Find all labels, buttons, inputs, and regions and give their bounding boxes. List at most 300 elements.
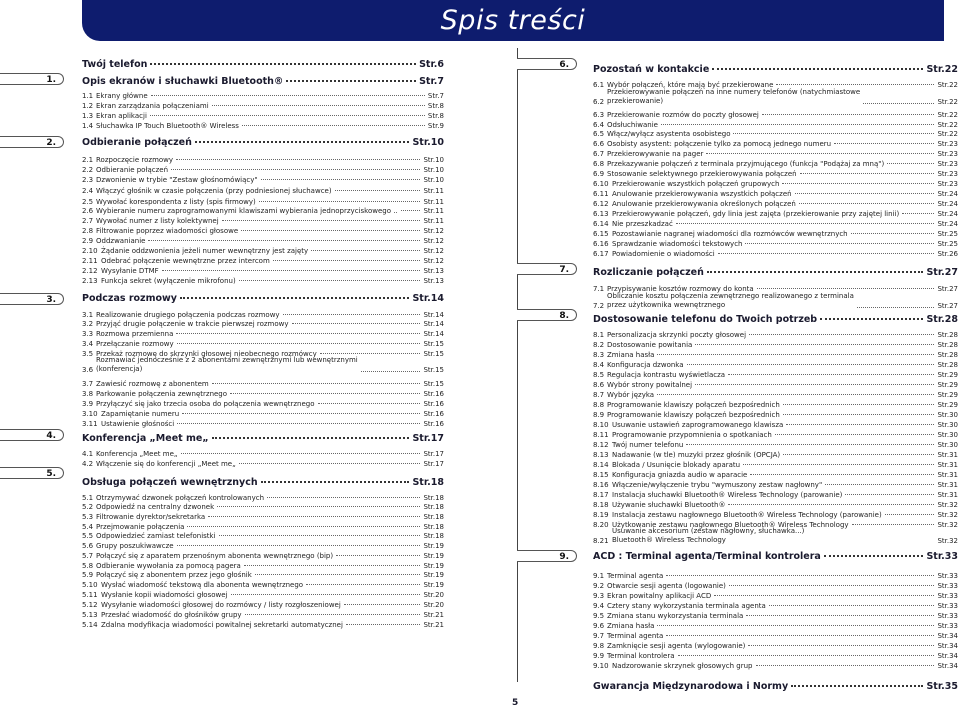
section-title: Twój telefon (82, 59, 148, 70)
entry-title: Wysyłanie wiadomości głosowej do rozmówcy / listy rozgłoszeniowej (101, 601, 341, 609)
entry-title: Nadawanie (w tle) muzyki przez głośnik (OPCJA) (612, 451, 781, 459)
entry-number: 5.4 (82, 523, 94, 531)
entry-title: Blokada / Usunięcie blokady aparatu (612, 461, 741, 469)
dot-leader (320, 344, 421, 354)
entry-page-ref: Str.34 (937, 632, 958, 640)
entry-page-ref: Str.33 (937, 612, 958, 620)
entry-page-ref: Str.18 (423, 523, 444, 531)
entry-title: Przyjąć drugie połączenie w trakcie pierwszej rozmowy (96, 320, 289, 328)
entry-number: 8.10 (593, 421, 609, 429)
entry-title: Wybór połączeń, które mają być przekierowane (607, 81, 774, 89)
entry-title: Nie przeszkadzać (612, 220, 673, 228)
entry-title: Ekran zarządzania połączeniami (96, 102, 209, 110)
entry-number: 9.7 (593, 632, 605, 640)
entry-page-ref: Str.30 (937, 421, 958, 429)
entry-page-ref: Str.29 (937, 391, 958, 399)
entry-page-ref: Str.32 (937, 501, 958, 509)
entry-page-ref: Str.20 (423, 591, 444, 599)
entry-page-ref: Str.23 (937, 150, 958, 158)
section-page-ref: Str.10 (412, 137, 444, 148)
entry-page-ref: Str.31 (937, 481, 958, 489)
entry-number: 3.4 (82, 340, 94, 348)
dot-leader (757, 279, 935, 289)
dot-leader (231, 585, 421, 595)
chapter-tab-3: 3. (0, 293, 64, 305)
entry-number: 7.2 (593, 302, 605, 310)
section-page-ref: Str.22 (926, 64, 958, 75)
entry-number: 8.14 (593, 461, 609, 469)
dot-leader (261, 472, 410, 483)
entry-number: 6.12 (593, 200, 609, 208)
entry-number: 6.10 (593, 180, 609, 188)
entry-number: 8.8 (593, 401, 605, 409)
dot-leader (657, 385, 934, 395)
entry-title: Wysyłanie DTMF (101, 267, 159, 275)
entry-title: Przesłać wiadomość do głośników grupy (101, 611, 242, 619)
dot-leader (311, 241, 420, 251)
section-title: Podczas rozmowy (82, 293, 177, 304)
toc-section-heading (82, 290, 444, 304)
entry-title: Ekrany główne (96, 92, 148, 100)
dot-leader (851, 224, 935, 234)
toc-entry (82, 273, 444, 285)
entry-page-ref: Str.19 (423, 571, 444, 579)
entry-title: Przejmowanie połączenia (96, 523, 185, 531)
entry-number: 9.9 (593, 652, 605, 660)
entry-number: 1.3 (82, 112, 94, 120)
section-title: Opis ekranów i słuchawki Bluetooth® (82, 76, 284, 87)
entry-number: 6.8 (593, 160, 605, 168)
entry-number: 8.12 (593, 441, 609, 449)
entry-number: 1.1 (82, 92, 94, 100)
entry-number: 9.3 (593, 592, 605, 600)
entry-number: 8.21 (593, 537, 609, 545)
entry-page-ref: Str.31 (937, 451, 958, 459)
dot-leader (834, 134, 934, 144)
entry-number: 9.1 (593, 572, 605, 580)
entry-page-ref: Str.28 (937, 361, 958, 369)
entry-number: 8.18 (593, 501, 609, 509)
entry-page-ref: Str.12 (423, 257, 444, 265)
entry-number: 6.5 (593, 130, 605, 138)
dot-leader (273, 251, 421, 261)
dot-leader (706, 144, 934, 154)
dot-leader (176, 150, 420, 160)
dot-leader (212, 374, 421, 384)
entry-page-ref: Str.26 (937, 250, 958, 258)
chapter-tab-8: 8. (517, 309, 577, 321)
entry-title: Wybór języka (607, 391, 655, 399)
dot-leader (208, 507, 420, 517)
dot-leader (182, 404, 420, 414)
dot-leader (887, 154, 934, 164)
entry-page-ref: Str.34 (937, 662, 958, 670)
toc-section-heading (82, 56, 444, 70)
entry-title: Rozpoczęcie rozmowy (96, 156, 174, 164)
toc-entry (82, 416, 444, 428)
entry-page-ref: Str.24 (937, 210, 958, 218)
entry-page-ref: Str.33 (937, 592, 958, 600)
dot-leader (687, 355, 935, 365)
entry-number: 6.6 (593, 140, 605, 148)
dot-leader (242, 116, 425, 126)
entry-number: 6.15 (593, 230, 609, 238)
dot-leader (217, 497, 420, 507)
entry-page-ref: Str.33 (937, 622, 958, 630)
section-page-ref: Str.35 (926, 681, 958, 692)
toc-entry (82, 356, 444, 374)
dot-leader (748, 636, 934, 646)
entry-title: Terminal agenta (607, 632, 664, 640)
dot-leader (177, 334, 421, 344)
entry-page-ref: Str.27 (937, 302, 958, 310)
entry-title: Połączyć się z aparatem przenośnym abonenta wewnętrznego (bip) (96, 552, 334, 560)
toc-section-heading (82, 474, 444, 488)
entry-number: 5.2 (82, 503, 94, 511)
dot-leader (177, 536, 421, 546)
entry-page-ref: Str.18 (423, 494, 444, 502)
dot-leader (824, 546, 924, 557)
entry-title-line2: Bluetooth® Wireless Technology (612, 536, 726, 544)
entry-page-ref: Str.27 (937, 285, 958, 293)
entry-page-ref: Str.16 (423, 410, 444, 418)
entry-number: 2.3 (82, 176, 94, 184)
dot-leader (657, 345, 934, 355)
entry-page-ref: Str.18 (423, 503, 444, 511)
entry-page-ref: Str.28 (937, 331, 958, 339)
entry-title: Dostosowanie powitania (607, 341, 693, 349)
entry-number: 3.5 (82, 350, 94, 358)
entry-title: Zmiana stanu wykorzystania terminala (607, 612, 744, 620)
dot-leader (401, 201, 421, 211)
entry-page-ref: Str.23 (937, 180, 958, 188)
entry-number: 2.11 (82, 257, 98, 265)
entry-page-ref: Str.14 (423, 311, 444, 319)
entry-number: 8.13 (593, 451, 609, 459)
entry-page-ref: Str.34 (937, 642, 958, 650)
entry-number: 6.2 (593, 98, 605, 106)
entry-page-ref: Str.33 (937, 572, 958, 580)
entry-page-ref: Str.20 (423, 601, 444, 609)
dot-leader (749, 325, 934, 335)
entry-number: 3.9 (82, 400, 94, 408)
dot-leader (776, 75, 934, 85)
entry-title: Programowanie klawiszy połączeń bezpośrednich (607, 411, 780, 419)
toc-entry (82, 118, 444, 130)
entry-number: 8.11 (593, 431, 609, 439)
entry-title: Używanie słuchawki Bluetooth® (612, 501, 726, 509)
entry-title: Odsłuchiwanie (607, 121, 658, 129)
entry-page-ref: Str.16 (423, 400, 444, 408)
dot-leader (230, 384, 420, 394)
entry-title (612, 527, 804, 545)
dot-leader (820, 309, 923, 320)
entry-page-ref: Str.19 (423, 581, 444, 589)
entry-page-ref: Str.24 (937, 220, 958, 228)
entry-title: Zmiana hasła (607, 622, 655, 630)
dot-leader (148, 231, 420, 241)
dot-leader (762, 105, 935, 115)
entry-page-ref: Str.19 (423, 562, 444, 570)
entry-title: Wysłanie kopii wiadomości głosowej (101, 591, 228, 599)
entry-page-ref: Str.22 (937, 81, 958, 89)
section-title: Odbieranie połączeń (82, 137, 192, 148)
toc-entry (593, 292, 958, 310)
entry-title: Osobisty asystent: połączenie tylko za pomocą jednego numeru (607, 140, 832, 148)
dot-leader (695, 375, 934, 385)
entry-number: 6.9 (593, 170, 605, 178)
dot-leader (743, 455, 934, 465)
entry-number: 8.7 (593, 391, 605, 399)
entry-page-ref: Str.12 (423, 237, 444, 245)
dot-leader (212, 96, 425, 106)
entry-number: 5.13 (82, 611, 98, 619)
toc-section-heading (593, 548, 958, 562)
dot-leader (769, 596, 935, 606)
dot-leader (195, 132, 410, 143)
entry-number: 6.14 (593, 220, 609, 228)
entry-number: 4.1 (82, 450, 94, 458)
entry-title: Włącz/wyłącz asystenta osobistego (607, 130, 731, 138)
entry-page-ref: Str.10 (423, 156, 444, 164)
dot-leader (783, 395, 935, 405)
entry-title: Rozmowa przemienna (96, 330, 174, 338)
entry-number: 2.8 (82, 227, 94, 235)
entry-number: 3.6 (82, 366, 94, 374)
entry-title-line1: Rozmawiać jednocześnie z 2 abonentami zewnętrznymi lub wewnętrznymi (96, 356, 358, 364)
dot-leader (800, 164, 935, 174)
entry-title: Cztery stany wykorzystania terminala agenta (607, 602, 766, 610)
entry-title: Pozostawianie nagranej wiadomości dla rozmówców wewnętrznych (612, 230, 848, 238)
entry-title: Zamknięcie sesji agenta (wylogowanie) (607, 642, 746, 650)
dot-leader (733, 124, 934, 134)
dot-leader (239, 454, 421, 464)
section-title: Konferencja „Meet me„ (82, 433, 209, 444)
entry-page-ref: Str.31 (937, 461, 958, 469)
entry-title: Parkowanie połączenia zewnętrznego (96, 390, 228, 398)
chapter-tab-5: 5. (0, 467, 64, 479)
dot-leader (259, 192, 421, 202)
dot-leader (728, 365, 934, 375)
dot-leader (361, 362, 421, 372)
toc-section-heading (593, 678, 958, 692)
toc-entry (82, 456, 444, 468)
entry-title: Otrzymywać dzwonek połączeń kontrolowanych (96, 494, 265, 502)
entry-number: 9.6 (593, 622, 605, 630)
dot-leader (306, 575, 420, 585)
entry-page-ref: Str.25 (937, 230, 958, 238)
entry-title: Zawiesić rozmowę z abonentem (96, 380, 209, 388)
entry-title: Dzwonienie w trybie "Zestaw głośnomówiący" (96, 176, 258, 184)
entry-title: Powiadomienie o wiadomości (612, 250, 715, 258)
entry-number: 2.13 (82, 277, 98, 285)
dot-leader (666, 626, 934, 636)
title-banner (82, 0, 944, 41)
dot-leader (255, 565, 421, 575)
entry-title (96, 356, 358, 374)
dot-leader (799, 194, 935, 204)
entry-page-ref: Str.29 (937, 381, 958, 389)
entry-title-line2: przekierowanie) (607, 97, 664, 105)
entry-title: Stosowanie selektywnego przekierowywania połączeń (607, 170, 797, 178)
entry-page-ref: Str.30 (937, 431, 958, 439)
dot-leader (176, 324, 420, 334)
entry-title: Zdalna modyfikacja wiadomości powitalnej sekretarki automatycznej (101, 621, 343, 629)
entry-number: 9.10 (593, 662, 609, 670)
dot-leader (177, 414, 420, 424)
dot-leader (241, 221, 420, 231)
entry-title: Wywołać korespondenta z listy (spis firmowy) (96, 198, 256, 206)
entry-page-ref: Str.10 (423, 176, 444, 184)
entry-page-ref: Str.24 (937, 190, 958, 198)
entry-title: Programowanie klawiszy połączeń bezpośrednich (607, 401, 780, 409)
entry-page-ref: Str.21 (423, 611, 444, 619)
entry-number: 5.5 (82, 532, 94, 540)
dot-leader (728, 495, 934, 505)
entry-title: Przekaż rozmowę do skrzynki głosowej nieobecnego rozmówcy (96, 350, 317, 358)
dot-leader (344, 595, 421, 605)
section-page-ref: Str.14 (412, 293, 444, 304)
toc-entry (593, 658, 958, 670)
section-page-ref: Str.6 (419, 59, 444, 70)
entry-number: 2.1 (82, 156, 94, 164)
toc-section-heading (593, 264, 958, 278)
dot-leader (782, 174, 934, 184)
entry-number: 5.3 (82, 513, 94, 521)
entry-number: 9.4 (593, 602, 605, 610)
dot-leader (714, 586, 934, 596)
toc-entry (593, 88, 958, 106)
entry-page-ref: Str.28 (937, 351, 958, 359)
dot-leader (775, 425, 935, 435)
entry-number: 8.6 (593, 381, 605, 389)
entry-title (607, 88, 860, 106)
entry-page-ref: Str.19 (423, 552, 444, 560)
entry-number: 2.12 (82, 267, 98, 275)
entry-number: 3.2 (82, 320, 94, 328)
toc-entry (593, 246, 958, 258)
entry-page-ref: Str.12 (423, 247, 444, 255)
entry-number: 5.9 (82, 571, 94, 579)
entry-number: 8.9 (593, 411, 605, 419)
dot-leader (825, 475, 934, 485)
entry-number: 8.19 (593, 511, 609, 519)
entry-number: 8.4 (593, 361, 605, 369)
dot-leader (852, 515, 935, 525)
entry-number: 5.10 (82, 581, 98, 589)
entry-title: Żądanie oddzwonienia jeżeli numer wewnętrzny jest zajęty (101, 247, 309, 255)
dot-leader (239, 271, 421, 281)
entry-title: Przekierowanie rozmów do poczty głosowej (607, 111, 759, 119)
entry-page-ref: Str.22 (937, 111, 958, 119)
section-title: ACD : Terminal agenta/Terminal kontrolera (593, 551, 821, 562)
entry-number: 8.5 (593, 371, 605, 379)
entry-title: Instalacja zestawu nagłownego Bluetooth® Wireless Technology (parowanie) (612, 511, 882, 519)
section-page-ref: Str.18 (412, 477, 444, 488)
entry-page-ref: Str.29 (937, 401, 958, 409)
entry-number: 5.11 (82, 591, 98, 599)
entry-title: Odpowiedź na centralny dzwonek (96, 503, 215, 511)
entry-page-ref: Str.33 (937, 602, 958, 610)
entry-title: Włączyć głośnik w czasie połączenia (przy podniesionej słuchawce) (96, 187, 332, 195)
page-number: 5 (512, 698, 519, 708)
entry-title: Konfiguracja gniazda audio w aparacie (612, 471, 748, 479)
chapter-tab-6: 6. (517, 58, 577, 70)
entry-number: 5.12 (82, 601, 98, 609)
dot-leader (750, 465, 934, 475)
dot-leader (678, 646, 935, 656)
section-page-ref: Str.33 (926, 551, 958, 562)
entry-title: Ekran powitalny aplikacji ACD (607, 592, 712, 600)
entry-number: 8.20 (593, 521, 609, 529)
dot-leader (346, 615, 421, 625)
entry-title: Zmiana hasła (607, 351, 655, 359)
entry-page-ref: Str.11 (423, 217, 444, 225)
dot-leader (783, 445, 934, 455)
dot-leader (219, 526, 421, 536)
entry-page-ref: Str.17 (423, 450, 444, 458)
entry-number: 9.8 (593, 642, 605, 650)
entry-page-ref: Str.28 (937, 341, 958, 349)
dot-leader (902, 204, 934, 214)
entry-title: Terminal kontrolera (607, 652, 675, 660)
entry-title-line1: Usuwanie akcesorium (zestaw nagłowny, słuchawka...) (612, 527, 805, 535)
entry-page-ref: Str.32 (937, 537, 958, 545)
section-title: Dostosowanie telefonu do Twoich potrzeb (593, 314, 818, 325)
entry-title: Włączenie się do konferencji „Meet me„ (96, 460, 236, 468)
entry-title: Otwarcie sesji agenta (logowanie) (607, 582, 726, 590)
dot-leader (885, 505, 935, 515)
entry-title: Ekran aplikacji (96, 112, 147, 120)
entry-page-ref: Str.30 (937, 411, 958, 419)
section-page-ref: Str.28 (926, 314, 958, 325)
dot-leader (150, 106, 425, 116)
entry-number: 5.8 (82, 562, 94, 570)
entry-title: Konferencja „Meet me„ (96, 450, 178, 458)
entry-page-ref: Str.17 (423, 460, 444, 468)
entry-title: Personalizacja skrzynki poczty głosowej (607, 331, 747, 339)
entry-title-line2: przez użytkownika wewnętrznego (607, 301, 726, 309)
dot-leader (863, 94, 934, 104)
chapter-tab-7: 7. (517, 263, 577, 275)
entry-page-ref: Str.8 (427, 112, 444, 120)
entry-page-ref: Str.11 (423, 207, 444, 215)
toc-section-heading (82, 134, 444, 148)
dot-leader (795, 184, 935, 194)
entry-title: Usuwanie ustawień zaprogramowanego klawisza (612, 421, 784, 429)
entry-title: Przekierowanie wszystkich połączeń grupowych (612, 180, 780, 188)
entry-title: Odbieranie połączeń (96, 166, 168, 174)
dot-leader (686, 435, 934, 445)
entry-number: 9.2 (593, 582, 605, 590)
entry-number: 8.15 (593, 471, 609, 479)
entry-title: Wybór strony powitalnej (607, 381, 693, 389)
entry-number: 3.1 (82, 311, 94, 319)
entry-title: Programowanie przypomnienia o spotkaniach (612, 431, 772, 439)
dot-leader (745, 234, 934, 244)
dot-leader (245, 605, 421, 615)
dot-leader (292, 314, 421, 324)
entry-title: Filtrowanie poprzez wiadomości głosowe (96, 227, 239, 235)
dot-leader (791, 676, 923, 687)
entry-title: Ustawienie głośności (101, 420, 175, 428)
entry-number: 2.6 (82, 207, 94, 215)
entry-page-ref: Str.16 (423, 420, 444, 428)
dot-leader (162, 261, 421, 271)
dot-leader (151, 86, 425, 96)
dot-leader (150, 54, 416, 65)
entry-title: Sprawdzanie wiadomości tekstowych (612, 240, 743, 248)
